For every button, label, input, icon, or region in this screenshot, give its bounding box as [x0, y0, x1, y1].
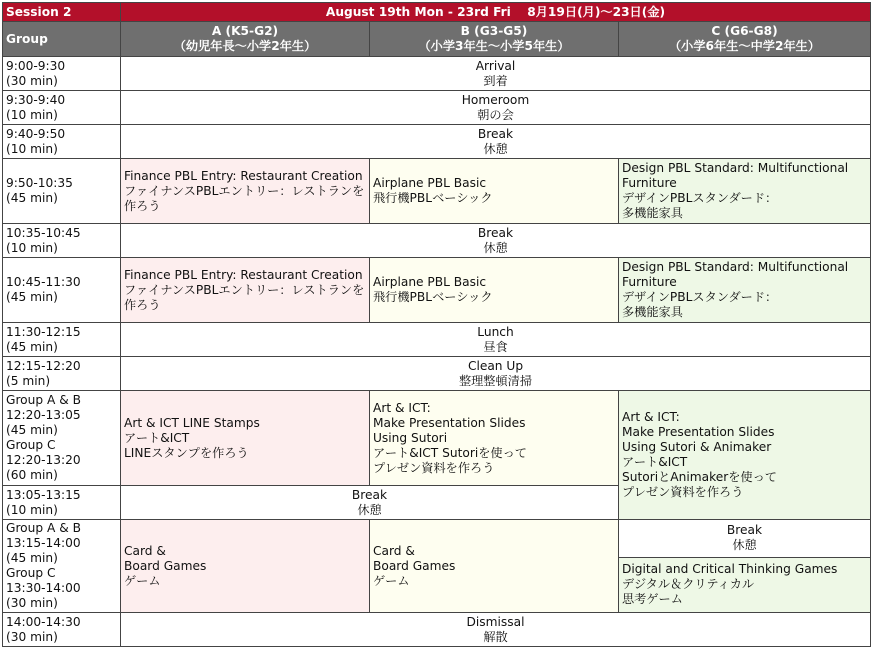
time-cell: 12:15-12:20 (5 min) — [3, 357, 121, 391]
arrival-cell: Arrival 到着 — [121, 57, 871, 91]
schedule-row — [3, 57, 871, 91]
session-label: Session 2 — [3, 3, 121, 22]
airplane-pbl-cell: Airplane PBL Basic 飛行機PBLベーシック — [370, 258, 619, 323]
break-cell: Break 休憩 — [121, 125, 871, 159]
group-b-header: B (G3-G5) （小学3年生〜小学5年生） — [370, 22, 619, 57]
finance-pbl-cell: Finance PBL Entry: Restaurant Creation ファイナンスPBLエントリー：レストランを作ろう — [121, 159, 370, 224]
card-board-games-cell: Card & Board Games ゲーム — [121, 520, 370, 613]
time-cell: Group A & B 13:15-14:00 (45 min) Group C 13:30-14:00 (30 min) — [3, 520, 121, 613]
time-cell: 9:30-9:40 (10 min) — [3, 91, 121, 125]
break-cell: Break 休憩 — [121, 224, 871, 258]
schedule-row — [3, 159, 871, 224]
schedule-row — [3, 520, 871, 558]
art-ict-sutori-cell: Art & ICT: Make Presentation Slides Using Sutori アート&ICT Sutoriを使って プレゼン資料を作ろう — [370, 391, 619, 486]
airplane-pbl-cell: Airplane PBL Basic 飛行機PBLベーシック — [370, 159, 619, 224]
time-cell: 11:30-12:15 (45 min) — [3, 323, 121, 357]
schedule-table — [2, 2, 871, 647]
clean-up-cell: Clean Up 整理整頓清掃 — [121, 357, 871, 391]
group-a-header: A (K5-G2) （幼児年長〜小学2年生） — [121, 22, 370, 57]
dismissal-cell: Dismissal 解散 — [121, 613, 871, 647]
digital-games-cell: Digital and Critical Thinking Games デジタル＆クリティカル 思考ゲーム — [619, 557, 871, 612]
time-cell: 10:35-10:45 (10 min) — [3, 224, 121, 258]
art-ict-line-cell: Art & ICT LINE Stamps アート&ICT LINEスタンプを作ろう — [121, 391, 370, 486]
schedule-row — [3, 613, 871, 647]
lunch-cell: Lunch 昼食 — [121, 323, 871, 357]
group-column-header: Group — [3, 22, 121, 57]
time-cell: 9:40-9:50 (10 min) — [3, 125, 121, 159]
session-header-row — [3, 3, 871, 22]
design-pbl-cell: Design PBL Standard: Multifunctional Furniture デザインPBLスタンダード： 多機能家具 — [619, 159, 871, 224]
time-cell: 13:05-13:15 (10 min) — [3, 486, 121, 520]
card-board-games-cell: Card & Board Games ゲーム — [370, 520, 619, 613]
finance-pbl-cell: Finance PBL Entry: Restaurant Creation ファイナンスPBLエントリー：レストランを作ろう — [121, 258, 370, 323]
schedule-row — [3, 258, 871, 323]
schedule-row — [3, 224, 871, 258]
break-cell: Break 休憩 — [619, 520, 871, 558]
schedule-row — [3, 391, 871, 486]
break-cell: Break 休憩 — [121, 486, 619, 520]
group-c-header: C (G6-G8) （小学6年生〜中学2年生） — [619, 22, 871, 57]
schedule-row — [3, 125, 871, 159]
schedule-row — [3, 323, 871, 357]
schedule-row — [3, 91, 871, 125]
schedule-row — [3, 357, 871, 391]
homeroom-cell: Homeroom 朝の会 — [121, 91, 871, 125]
time-cell: 9:00-9:30 (30 min) — [3, 57, 121, 91]
time-cell: Group A & B 12:20-13:05 (45 min) Group C 12:20-13:20 (60 min) — [3, 391, 121, 486]
design-pbl-cell: Design PBL Standard: Multifunctional Furniture デザインPBLスタンダード： 多機能家具 — [619, 258, 871, 323]
art-ict-animaker-cell: Art & ICT: Make Presentation Slides Using Sutori & Animaker アート&ICT SutoriとAnimakerを使って プレゼン資料を作ろう — [619, 391, 871, 520]
column-header-row — [3, 22, 871, 57]
time-cell: 14:00-14:30 (30 min) — [3, 613, 121, 647]
time-cell: 9:50-10:35 (45 min) — [3, 159, 121, 224]
time-cell: 10:45-11:30 (45 min) — [3, 258, 121, 323]
session-dates: August 19th Mon - 23rd Fri 8月19日(月)〜23日(金) — [121, 3, 871, 22]
